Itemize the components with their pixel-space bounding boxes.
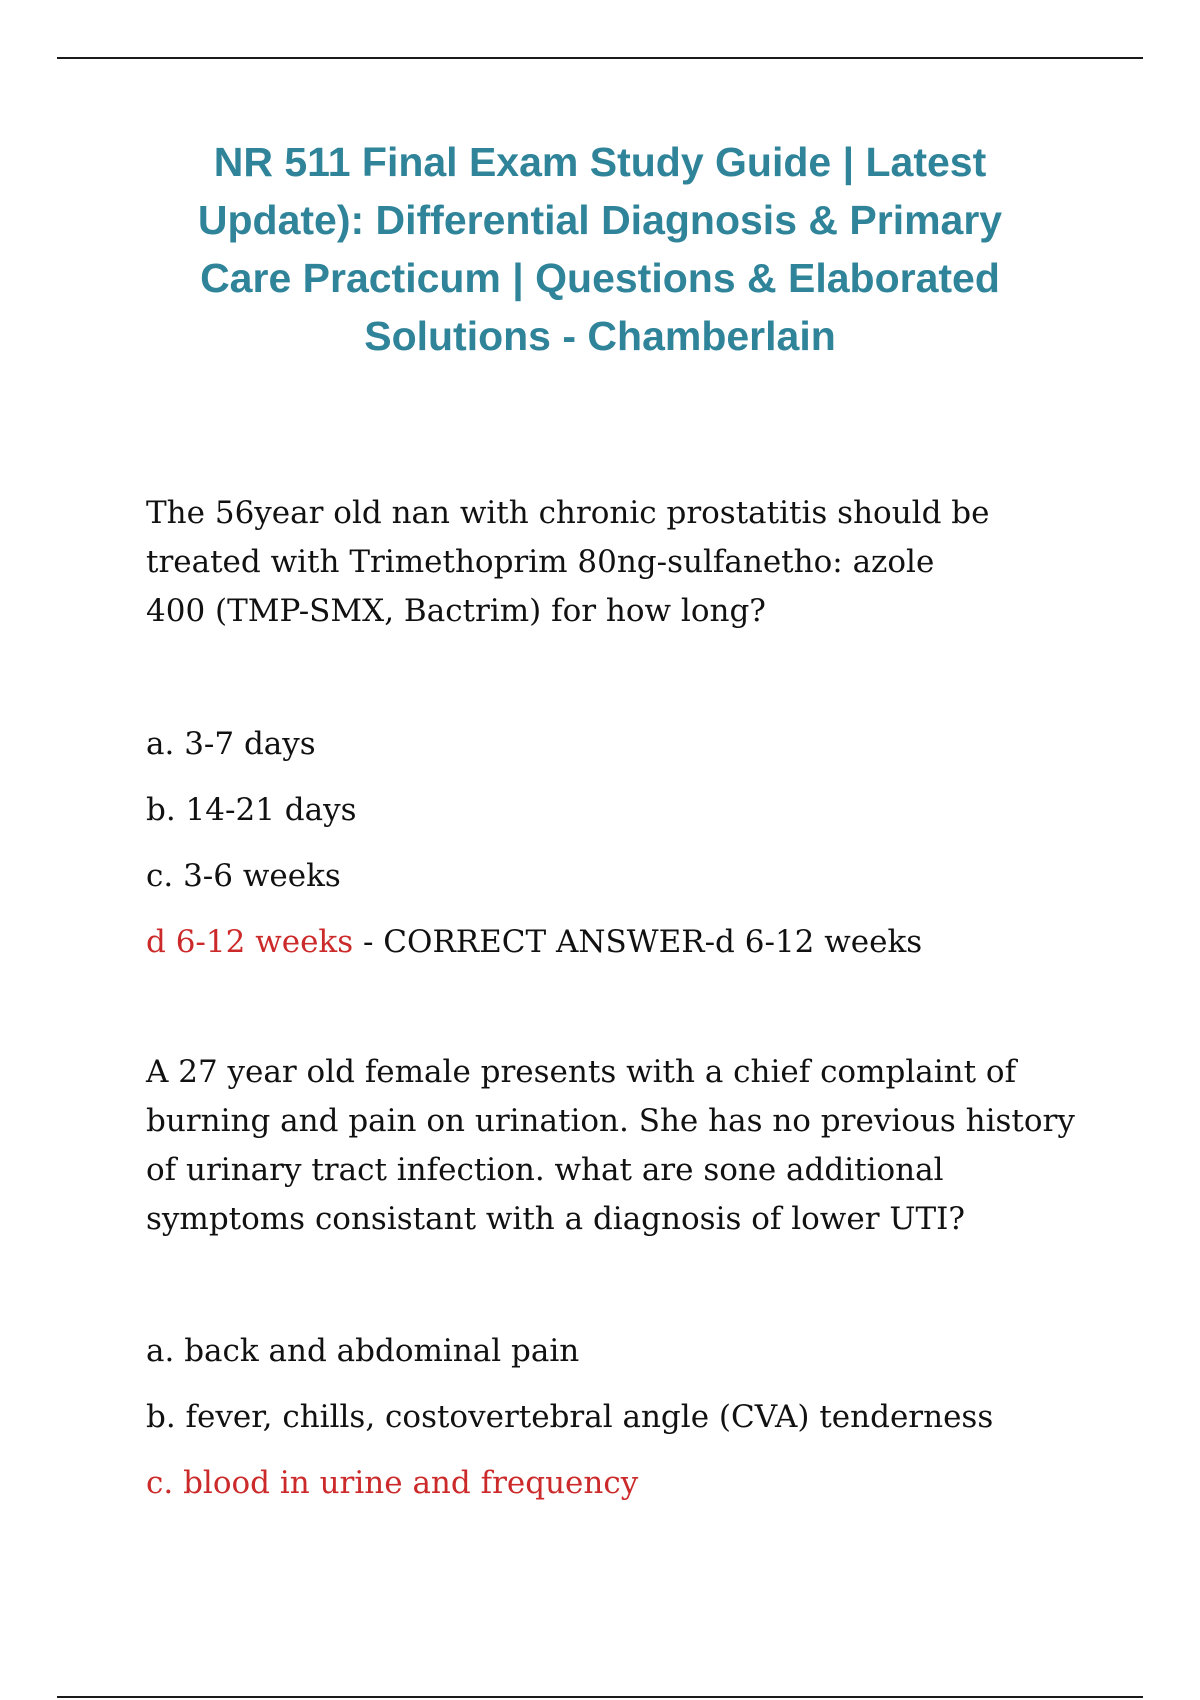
option-a: a. back and abdominal pain: [146, 1333, 580, 1369]
question-line: The 56year old nan with chronic prostatitis should be: [146, 495, 990, 531]
question-1-options: [146, 711, 922, 975]
question-line: of urinary tract infection. what are sone additional: [146, 1152, 944, 1188]
question-line: symptoms consistant with a diagnosis of lower UTI?: [146, 1201, 966, 1237]
title-line: Care Practicum | Questions & Elaborated: [200, 255, 1000, 301]
question-2-options: [146, 1318, 993, 1516]
title-line: NR 511 Final Exam Study Guide | Latest: [213, 139, 987, 185]
correct-option: c. blood in urine and frequency: [146, 1465, 639, 1501]
answer-note: - CORRECT ANSWER-d 6-12 weeks: [353, 924, 923, 960]
correct-option: d 6-12 weeks: [146, 924, 354, 960]
question-2-text: [146, 1048, 1106, 1244]
question-line: A 27 year old female presents with a chief complaint of: [146, 1054, 1017, 1090]
option-a: a. 3-7 days: [146, 726, 316, 762]
question-1-text: [146, 489, 1106, 636]
question-line: treated with Trimethoprim 80ng-sulfanetho: azole: [146, 544, 935, 580]
option-d-answer-line: [146, 909, 922, 975]
bottom-rule: [57, 1696, 1143, 1698]
title-line: Solutions - Chamberlain: [364, 313, 836, 359]
title-line: Update): Differential Diagnosis & Primary: [197, 197, 1003, 243]
top-rule: [57, 57, 1143, 59]
document-title: [130, 133, 1070, 365]
option-b: b. 14-21 days: [146, 792, 357, 828]
question-line: 400 (TMP-SMX, Bactrim) for how long?: [146, 593, 766, 629]
option-b: b. fever, chills, costovertebral angle (CVA) tenderness: [146, 1399, 994, 1435]
option-c: c. 3-6 weeks: [146, 858, 341, 894]
question-line: burning and pain on urination. She has no previous history: [146, 1103, 1075, 1139]
